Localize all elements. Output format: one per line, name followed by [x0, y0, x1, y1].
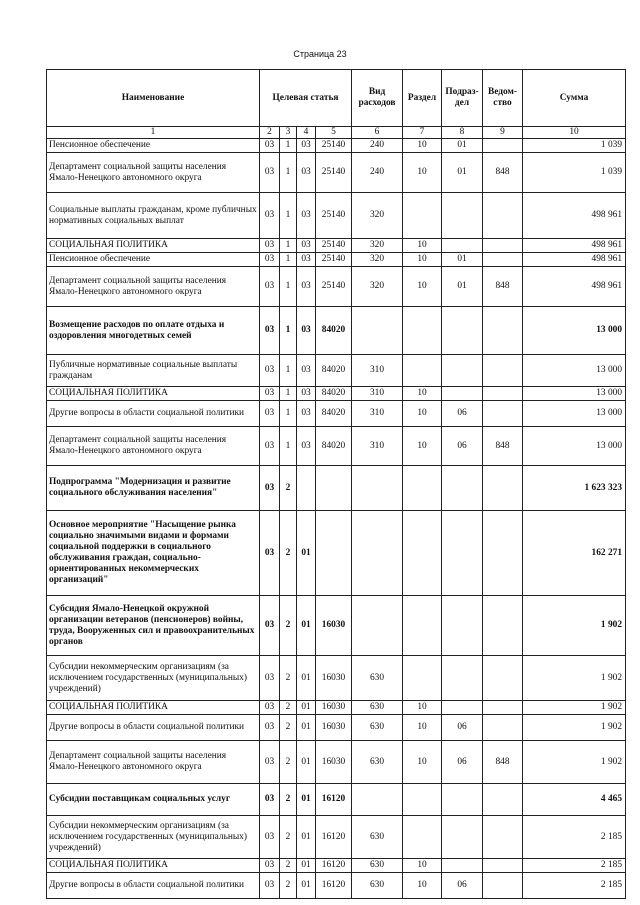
- cell-code-event: 01: [297, 816, 316, 859]
- cell-expense-type: 630: [352, 741, 403, 784]
- col-num: 5: [316, 127, 352, 139]
- table-row: [47, 859, 626, 873]
- cell-code-direction: 25140: [316, 153, 352, 193]
- cell-expense-type: 630: [352, 816, 403, 859]
- col-num: 3: [280, 127, 297, 139]
- cell-code-direction: 16030: [316, 741, 352, 784]
- cell-subsection: [442, 784, 483, 816]
- cell-code-subprogram: 1: [280, 267, 297, 307]
- cell-code-event: 03: [297, 253, 316, 267]
- cell-code-direction: 16030: [316, 715, 352, 741]
- header-sum: Сумма: [523, 70, 626, 127]
- cell-subsection: 01: [442, 139, 483, 153]
- table-row: [47, 784, 626, 816]
- cell-department: [483, 816, 523, 859]
- cell-department: [483, 355, 523, 387]
- cell-sum: 498 961: [523, 193, 626, 239]
- header-section: Раздел: [403, 70, 442, 127]
- cell-code-subprogram: 2: [280, 466, 297, 511]
- cell-section: [403, 784, 442, 816]
- cell-code-direction: 16120: [316, 816, 352, 859]
- cell-code-direction: 84020: [316, 307, 352, 355]
- cell-expense-type: 310: [352, 401, 403, 427]
- cell-code-subprogram: 2: [280, 701, 297, 715]
- cell-code-event: 01: [297, 656, 316, 701]
- budget-table: [46, 69, 626, 899]
- cell-code-event: 03: [297, 427, 316, 466]
- cell-subsection: [442, 511, 483, 596]
- cell-code-program: 03: [260, 873, 280, 899]
- cell-code-subprogram: 2: [280, 596, 297, 656]
- col-num: 4: [297, 127, 316, 139]
- cell-subsection: 06: [442, 873, 483, 899]
- col-num: 2: [260, 127, 280, 139]
- cell-department: 848: [483, 427, 523, 466]
- cell-subsection: [442, 355, 483, 387]
- col-num: 7: [403, 127, 442, 139]
- cell-section: 10: [403, 701, 442, 715]
- cell-department: 848: [483, 741, 523, 784]
- table-row: [47, 656, 626, 701]
- cell-code-event: 03: [297, 307, 316, 355]
- cell-sum: 498 961: [523, 253, 626, 267]
- cell-section: 10: [403, 741, 442, 784]
- cell-section: [403, 596, 442, 656]
- cell-subsection: [442, 466, 483, 511]
- cell-code-direction: 16030: [316, 701, 352, 715]
- cell-code-event: 01: [297, 511, 316, 596]
- cell-code-event: 01: [297, 715, 316, 741]
- cell-expense-type: 320: [352, 253, 403, 267]
- cell-name: Другие вопросы в области социальной политики: [47, 401, 260, 427]
- cell-sum: 13 000: [523, 427, 626, 466]
- cell-code-direction: 25140: [316, 267, 352, 307]
- cell-department: [483, 466, 523, 511]
- cell-department: [483, 701, 523, 715]
- cell-name: СОЦИАЛЬНАЯ ПОЛИТИКА: [47, 701, 260, 715]
- cell-code-subprogram: 2: [280, 511, 297, 596]
- cell-expense-type: 240: [352, 139, 403, 153]
- cell-code-subprogram: 1: [280, 253, 297, 267]
- cell-subsection: [442, 387, 483, 401]
- header-target-article: Целевая статья: [260, 70, 352, 127]
- cell-code-subprogram: 1: [280, 239, 297, 253]
- cell-department: [483, 239, 523, 253]
- cell-name: Субсидии некоммерческим организациям (за исключением государственных (муниципальных) учреждений): [47, 816, 260, 859]
- cell-name: Социальные выплаты гражданам, кроме публичных нормативных социальных выплат: [47, 193, 260, 239]
- cell-code-event: 01: [297, 784, 316, 816]
- cell-department: 848: [483, 267, 523, 307]
- cell-department: [483, 784, 523, 816]
- cell-code-event: 01: [297, 701, 316, 715]
- cell-code-program: 03: [260, 701, 280, 715]
- cell-code-direction: 84020: [316, 355, 352, 387]
- cell-sum: 1 623 323: [523, 466, 626, 511]
- cell-name: Публичные нормативные социальные выплаты гражданам: [47, 355, 260, 387]
- cell-department: [483, 873, 523, 899]
- cell-sum: 1 902: [523, 596, 626, 656]
- table-row: [47, 401, 626, 427]
- page-number-label: Страница 23: [293, 49, 347, 59]
- cell-sum: 4 465: [523, 784, 626, 816]
- cell-department: [483, 656, 523, 701]
- cell-sum: 1 902: [523, 741, 626, 784]
- cell-code-event: 03: [297, 139, 316, 153]
- cell-code-program: 03: [260, 355, 280, 387]
- cell-code-subprogram: 1: [280, 193, 297, 239]
- cell-sum: 13 000: [523, 387, 626, 401]
- cell-section: 10: [403, 267, 442, 307]
- cell-code-subprogram: 2: [280, 656, 297, 701]
- cell-code-event: 01: [297, 873, 316, 899]
- cell-sum: 2 185: [523, 859, 626, 873]
- cell-code-program: 03: [260, 267, 280, 307]
- cell-code-direction: 25140: [316, 253, 352, 267]
- cell-expense-type: 630: [352, 656, 403, 701]
- table-row: [47, 741, 626, 784]
- cell-code-program: 03: [260, 784, 280, 816]
- cell-sum: 1 902: [523, 656, 626, 701]
- table-row: [47, 355, 626, 387]
- cell-code-program: 03: [260, 401, 280, 427]
- col-num: 6: [352, 127, 403, 139]
- cell-sum: 1 039: [523, 139, 626, 153]
- cell-expense-type: 320: [352, 239, 403, 253]
- cell-name: СОЦИАЛЬНАЯ ПОЛИТИКА: [47, 859, 260, 873]
- cell-code-subprogram: 2: [280, 715, 297, 741]
- cell-section: 10: [403, 239, 442, 253]
- cell-section: 10: [403, 873, 442, 899]
- cell-department: [483, 511, 523, 596]
- cell-subsection: 06: [442, 401, 483, 427]
- cell-code-program: 03: [260, 715, 280, 741]
- cell-code-subprogram: 2: [280, 741, 297, 784]
- cell-section: 10: [403, 153, 442, 193]
- cell-department: [483, 193, 523, 239]
- cell-code-program: 03: [260, 193, 280, 239]
- cell-code-subprogram: 1: [280, 355, 297, 387]
- cell-code-program: 03: [260, 466, 280, 511]
- cell-name: Подпрограмма "Модернизация и развитие социального обслуживания населения": [47, 466, 260, 511]
- cell-code-event: 03: [297, 401, 316, 427]
- table-row: [47, 596, 626, 656]
- cell-section: 10: [403, 253, 442, 267]
- cell-subsection: [442, 859, 483, 873]
- cell-code-event: 01: [297, 741, 316, 784]
- cell-expense-type: 310: [352, 355, 403, 387]
- cell-code-subprogram: 1: [280, 139, 297, 153]
- cell-expense-type: [352, 307, 403, 355]
- cell-code-program: 03: [260, 741, 280, 784]
- cell-sum: 1 902: [523, 701, 626, 715]
- cell-subsection: [442, 596, 483, 656]
- cell-name: Департамент социальной защиты населения Ямало-Ненецкого автономного округа: [47, 427, 260, 466]
- cell-department: [483, 596, 523, 656]
- cell-sum: 162 271: [523, 511, 626, 596]
- cell-code-subprogram: 1: [280, 427, 297, 466]
- cell-name: Департамент социальной защиты населения Ямало-Ненецкого автономного округа: [47, 741, 260, 784]
- cell-department: [483, 307, 523, 355]
- cell-code-subprogram: 1: [280, 401, 297, 427]
- cell-name: Основное мероприятие "Насыщение рынка социально значимыми видами и формами социальной поддержки в социального обслуживания граждан, социально-ориентированных некоммерческих организаций": [47, 511, 260, 596]
- cell-code-direction: 25140: [316, 193, 352, 239]
- cell-code-event: 03: [297, 239, 316, 253]
- cell-subsection: [442, 307, 483, 355]
- cell-name: Департамент социальной защиты населения Ямало-Ненецкого автономного округа: [47, 153, 260, 193]
- table-row: [47, 239, 626, 253]
- cell-sum: 13 000: [523, 355, 626, 387]
- header-department: Ведом-ство: [483, 70, 523, 127]
- table-row: [47, 466, 626, 511]
- header-name: Наименование: [47, 70, 260, 127]
- col-num: 8: [442, 127, 483, 139]
- cell-code-direction: [316, 511, 352, 596]
- cell-expense-type: 630: [352, 873, 403, 899]
- cell-name: Пенсионное обеспечение: [47, 139, 260, 153]
- cell-section: [403, 466, 442, 511]
- cell-name: Субсидии некоммерческим организациям (за исключением государственных (муниципальных) учреждений): [47, 656, 260, 701]
- cell-code-subprogram: 2: [280, 859, 297, 873]
- cell-code-event: 03: [297, 355, 316, 387]
- cell-code-event: 03: [297, 387, 316, 401]
- col-num: 9: [483, 127, 523, 139]
- cell-section: 10: [403, 427, 442, 466]
- cell-code-subprogram: 2: [280, 784, 297, 816]
- cell-expense-type: 320: [352, 193, 403, 239]
- cell-subsection: 06: [442, 715, 483, 741]
- cell-code-event: [297, 466, 316, 511]
- cell-subsection: 06: [442, 427, 483, 466]
- cell-section: [403, 511, 442, 596]
- table-row: [47, 511, 626, 596]
- cell-department: [483, 401, 523, 427]
- cell-code-program: 03: [260, 253, 280, 267]
- table-row: [47, 701, 626, 715]
- cell-section: 10: [403, 387, 442, 401]
- cell-name: СОЦИАЛЬНАЯ ПОЛИТИКА: [47, 387, 260, 401]
- cell-subsection: 01: [442, 253, 483, 267]
- cell-expense-type: 240: [352, 153, 403, 193]
- cell-section: [403, 355, 442, 387]
- cell-section: [403, 656, 442, 701]
- cell-subsection: [442, 816, 483, 859]
- cell-expense-type: 320: [352, 267, 403, 307]
- cell-code-subprogram: 1: [280, 387, 297, 401]
- cell-code-subprogram: 2: [280, 873, 297, 899]
- cell-name: Субсидии поставщикам социальных услуг: [47, 784, 260, 816]
- column-number-row: [47, 127, 626, 139]
- cell-code-program: 03: [260, 511, 280, 596]
- table-row: [47, 427, 626, 466]
- cell-code-program: 03: [260, 656, 280, 701]
- cell-expense-type: [352, 511, 403, 596]
- cell-section: [403, 816, 442, 859]
- cell-code-event: 03: [297, 193, 316, 239]
- table-row: [47, 253, 626, 267]
- cell-sum: 1 039: [523, 153, 626, 193]
- cell-code-program: 03: [260, 139, 280, 153]
- cell-expense-type: [352, 596, 403, 656]
- cell-sum: 2 185: [523, 873, 626, 899]
- cell-code-event: 01: [297, 859, 316, 873]
- cell-code-program: 03: [260, 307, 280, 355]
- header-row: [47, 70, 626, 127]
- table-row: [47, 873, 626, 899]
- cell-code-direction: 84020: [316, 401, 352, 427]
- table-row: [47, 153, 626, 193]
- cell-department: [483, 253, 523, 267]
- cell-code-direction: 16030: [316, 596, 352, 656]
- cell-section: [403, 193, 442, 239]
- cell-code-direction: 16120: [316, 784, 352, 816]
- cell-section: [403, 307, 442, 355]
- cell-code-program: 03: [260, 239, 280, 253]
- cell-code-direction: 25140: [316, 139, 352, 153]
- cell-code-program: 03: [260, 816, 280, 859]
- table-row: [47, 387, 626, 401]
- cell-sum: 13 000: [523, 401, 626, 427]
- table-row: [47, 193, 626, 239]
- table-row: [47, 267, 626, 307]
- cell-section: 10: [403, 859, 442, 873]
- cell-name: Другие вопросы в области социальной политики: [47, 715, 260, 741]
- table-row: [47, 816, 626, 859]
- cell-expense-type: 310: [352, 387, 403, 401]
- cell-code-program: 03: [260, 859, 280, 873]
- cell-subsection: [442, 193, 483, 239]
- cell-code-direction: 16120: [316, 859, 352, 873]
- cell-subsection: [442, 239, 483, 253]
- header-expense-type: Вид расходов: [352, 70, 403, 127]
- cell-expense-type: 630: [352, 701, 403, 715]
- cell-section: 10: [403, 139, 442, 153]
- cell-code-subprogram: 1: [280, 153, 297, 193]
- cell-name: СОЦИАЛЬНАЯ ПОЛИТИКА: [47, 239, 260, 253]
- cell-code-direction: 16120: [316, 873, 352, 899]
- cell-name: Субсидия Ямало-Ненецкой окружной организации ветеранов (пенсионеров) войны, труда, Вооруженных сил и правоохранительных органов: [47, 596, 260, 656]
- table-row: [47, 307, 626, 355]
- cell-name: Департамент социальной защиты населения Ямало-Ненецкого автономного округа: [47, 267, 260, 307]
- cell-subsection: [442, 656, 483, 701]
- cell-subsection: 01: [442, 267, 483, 307]
- cell-subsection: [442, 701, 483, 715]
- table-row: [47, 139, 626, 153]
- cell-department: 848: [483, 153, 523, 193]
- cell-department: [483, 715, 523, 741]
- cell-code-event: 01: [297, 596, 316, 656]
- cell-subsection: 01: [442, 153, 483, 193]
- cell-sum: 1 902: [523, 715, 626, 741]
- cell-code-direction: [316, 466, 352, 511]
- cell-name: Другие вопросы в области социальной политики: [47, 873, 260, 899]
- cell-code-subprogram: 1: [280, 307, 297, 355]
- cell-code-program: 03: [260, 427, 280, 466]
- cell-sum: 2 185: [523, 816, 626, 859]
- cell-expense-type: [352, 466, 403, 511]
- cell-section: 10: [403, 715, 442, 741]
- cell-code-direction: 25140: [316, 239, 352, 253]
- cell-code-program: 03: [260, 387, 280, 401]
- cell-code-event: 03: [297, 153, 316, 193]
- cell-sum: 498 961: [523, 267, 626, 307]
- cell-expense-type: 630: [352, 859, 403, 873]
- cell-code-direction: 84020: [316, 387, 352, 401]
- cell-expense-type: 630: [352, 715, 403, 741]
- cell-department: [483, 387, 523, 401]
- col-num: 10: [523, 127, 626, 139]
- cell-sum: 498 961: [523, 239, 626, 253]
- cell-code-direction: 84020: [316, 427, 352, 466]
- cell-code-direction: 16030: [316, 656, 352, 701]
- cell-section: 10: [403, 401, 442, 427]
- cell-code-event: 03: [297, 267, 316, 307]
- cell-name: Пенсионное обеспечение: [47, 253, 260, 267]
- cell-code-program: 03: [260, 596, 280, 656]
- cell-subsection: 06: [442, 741, 483, 784]
- header-subsection: Подраз-дел: [442, 70, 483, 127]
- cell-name: Возмещение расходов по оплате отдыха и оздоровления многодетных семей: [47, 307, 260, 355]
- cell-department: [483, 859, 523, 873]
- cell-department: [483, 139, 523, 153]
- cell-code-subprogram: 2: [280, 816, 297, 859]
- cell-code-program: 03: [260, 153, 280, 193]
- cell-sum: 13 000: [523, 307, 626, 355]
- cell-expense-type: 310: [352, 427, 403, 466]
- cell-expense-type: [352, 784, 403, 816]
- col-num: 1: [47, 127, 260, 139]
- table-row: [47, 715, 626, 741]
